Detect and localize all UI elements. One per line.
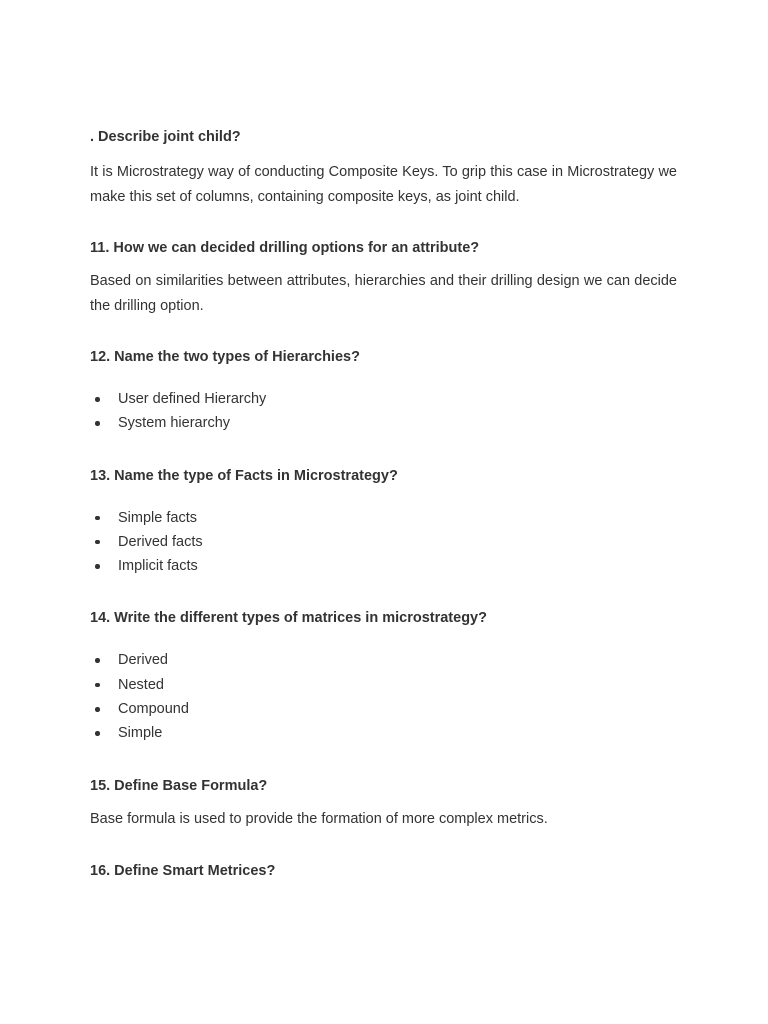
question-heading: . Describe joint child? [90, 129, 241, 145]
answer-paragraph: Based on similarities between attributes, hierarchies and their drilling design we can decide the drilling option. [90, 273, 677, 314]
bullet-list [90, 648, 677, 745]
question-heading: 14. Write the different types of matrices in microstrategy? [90, 610, 487, 627]
list-item: Derived [90, 648, 677, 672]
list-item: User defined Hierarchy [90, 387, 677, 411]
bullet-icon [95, 707, 100, 712]
list-item: Nested [90, 673, 677, 697]
bullet-list [90, 506, 677, 579]
list-item: System hierarchy [90, 411, 677, 435]
list-item: Compound [90, 697, 677, 721]
list-item: Derived facts [90, 530, 677, 554]
list-item: Simple facts [90, 506, 677, 530]
bullet-icon [95, 397, 100, 402]
bullet-icon [95, 421, 100, 426]
document-page [90, 126, 677, 882]
answer-paragraph: It is Microstrategy way of conducting Composite Keys. To grip this case in Microstrategy we make this set of columns, containing composite keys, as joint child. [90, 164, 677, 205]
bullet-icon [95, 658, 100, 663]
question-heading: 13. Name the type of Facts in Microstrategy? [90, 467, 398, 484]
question-heading: 11. How we can decided drilling options for an attribute? [90, 240, 480, 256]
question-heading: 16. Define Smart Metrices? [90, 863, 276, 880]
question-heading: 15. Define Base Formula? [90, 777, 268, 794]
bullet-list [90, 387, 677, 436]
bullet-icon [95, 516, 100, 521]
list-item: Simple [90, 721, 677, 745]
bullet-icon [95, 731, 100, 736]
bullet-icon [95, 564, 100, 569]
list-item: Implicit facts [90, 554, 677, 578]
bullet-icon [95, 540, 100, 545]
bullet-icon [95, 683, 100, 688]
question-heading: 12. Name the two types of Hierarchies? [90, 349, 360, 365]
answer-paragraph: Base formula is used to provide the formation of more complex metrics. [90, 810, 548, 827]
